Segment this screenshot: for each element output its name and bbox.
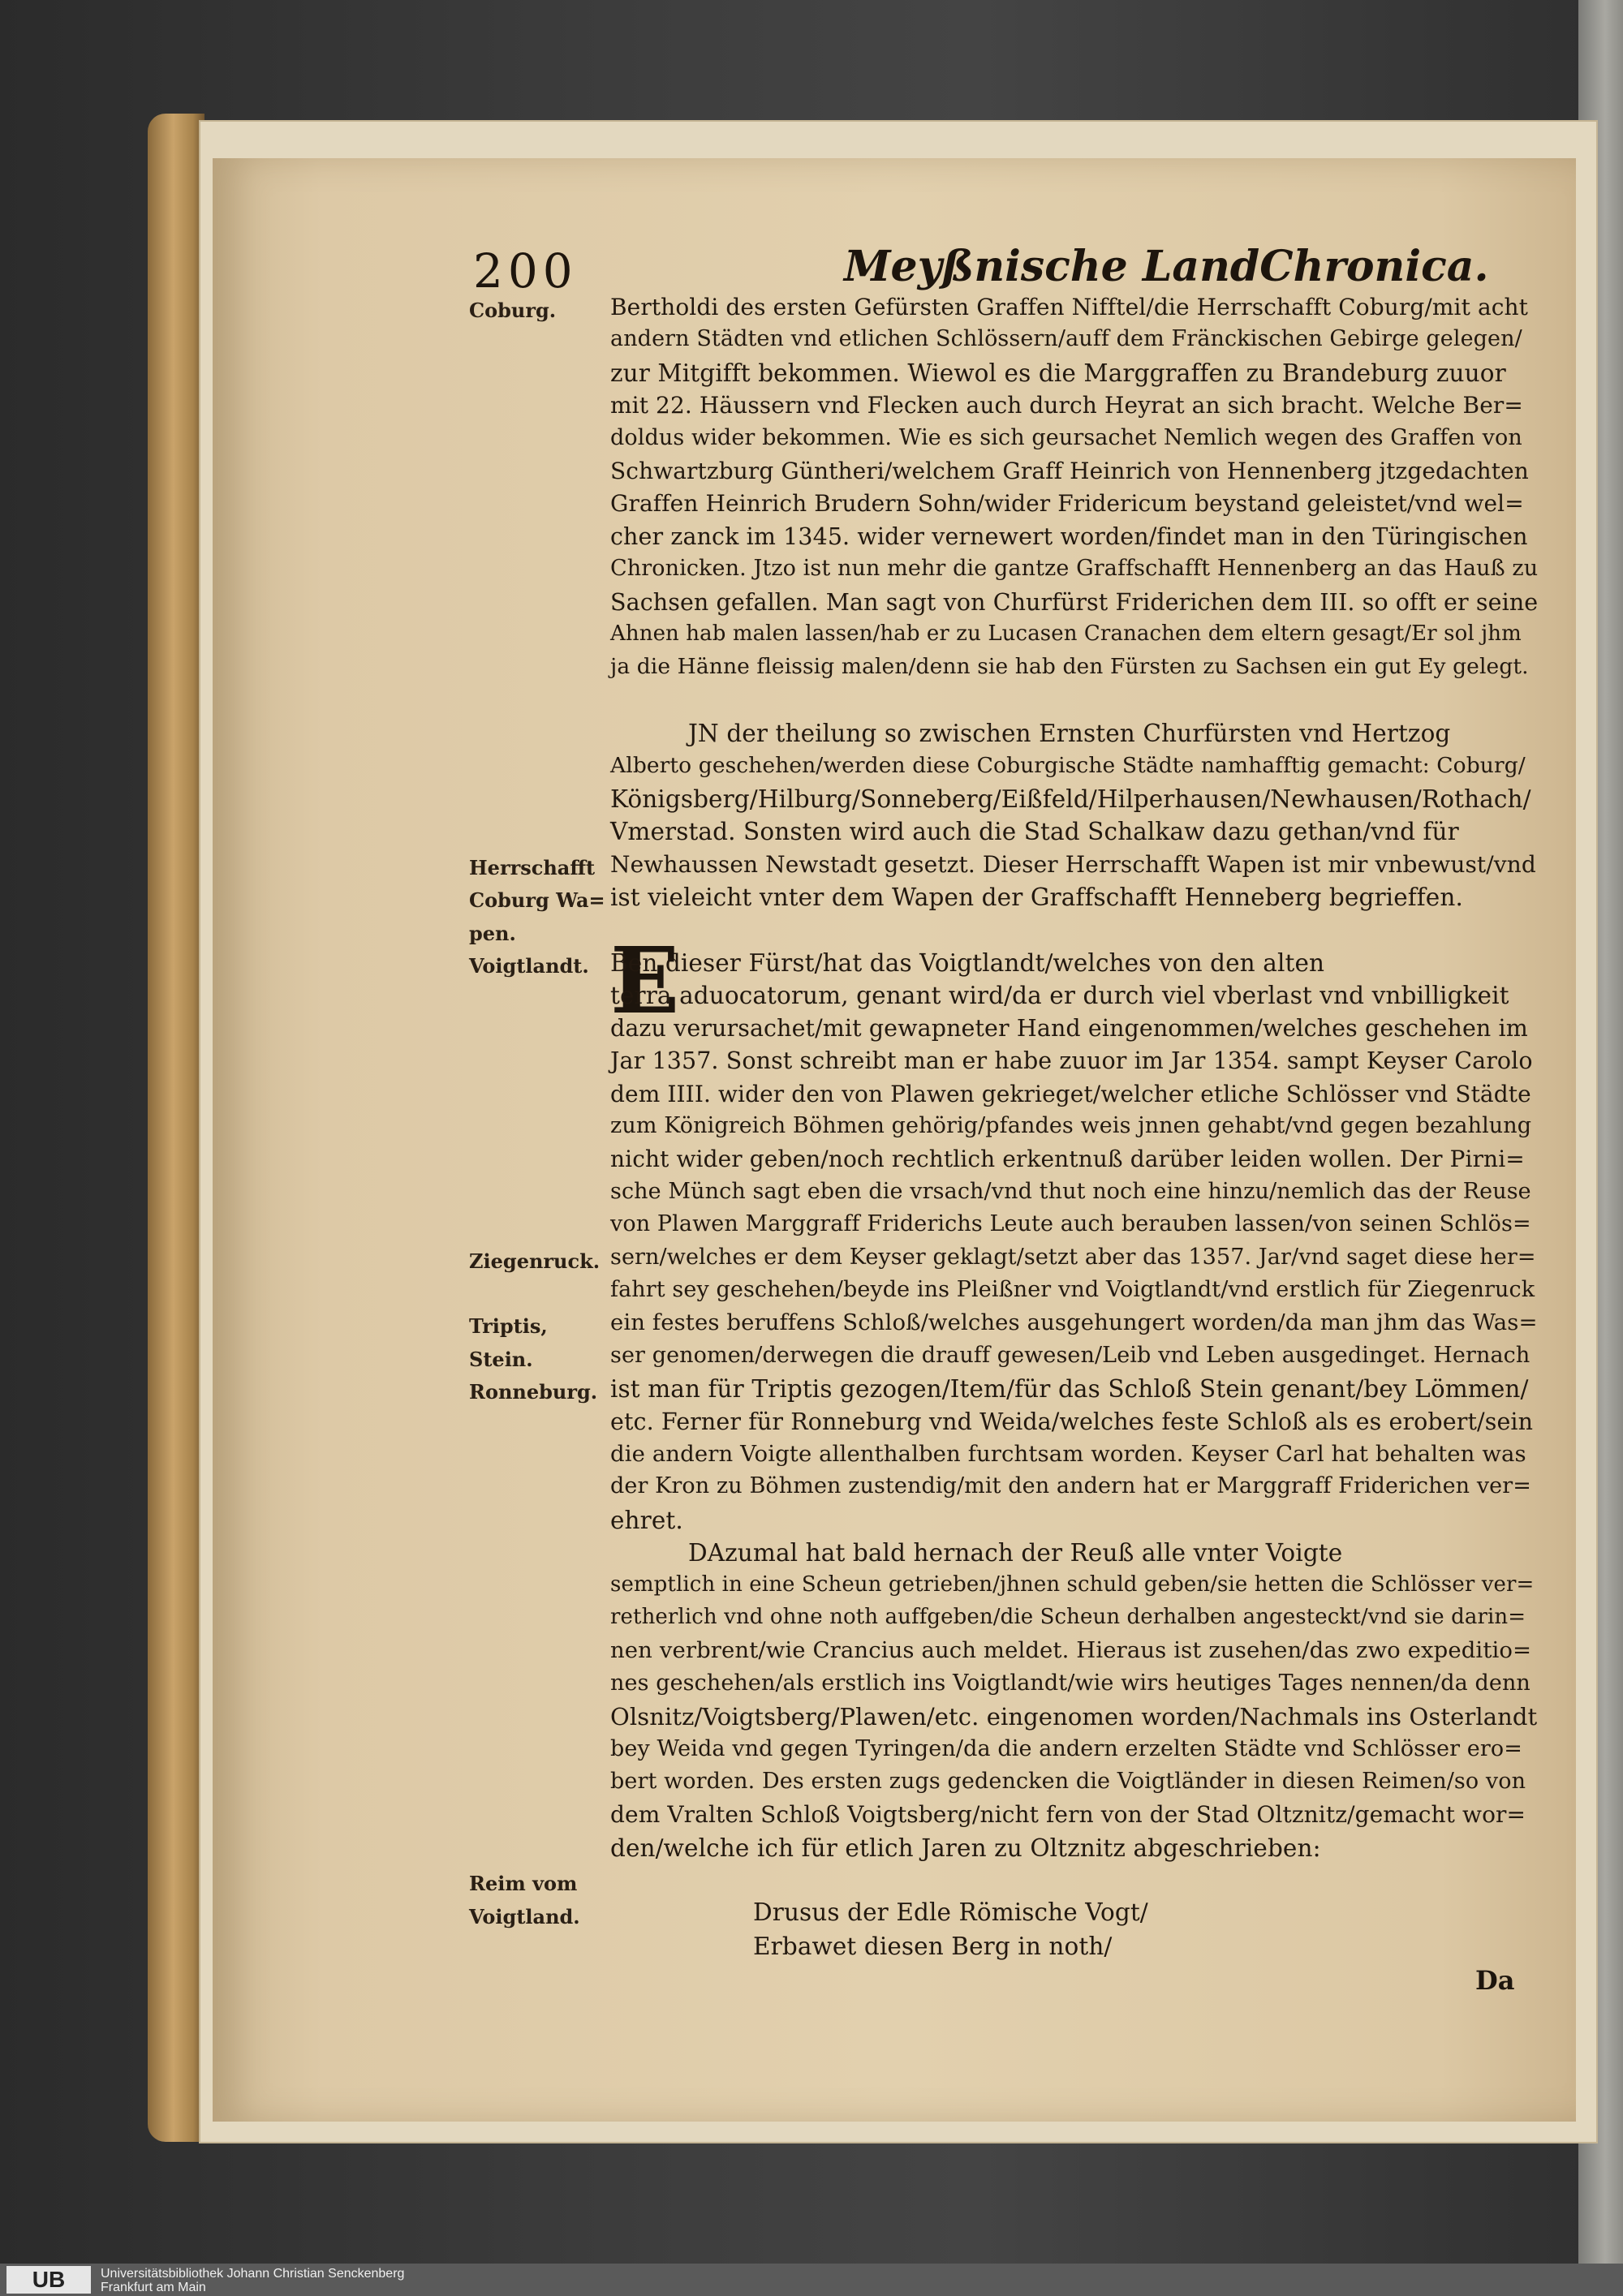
text-line: den/welche ich für etlich Jaren zu Oltznitz abgeschrieben: [610, 1834, 1321, 1862]
text-line: Chronicken. Jtzo ist nun mehr die gantze Graffschafft Hennenberg an das Hauß zu [610, 556, 1539, 582]
margin-note: Coburg Wa= [469, 888, 605, 913]
margin-note: Coburg. [469, 299, 557, 322]
verse-line: Drusus der Edle Römische Vogt/ [753, 1898, 1148, 1926]
text-line: mit 22. Häussern vnd Flecken auch durch Heyrat an sich bracht. Welche Ber= [610, 392, 1523, 419]
running-title: Meyßnische LandChronica. [844, 242, 1489, 291]
text-line: DAzumal hat bald hernach der Reuß alle vnter Voigte [688, 1539, 1343, 1567]
text-line: zur Mitgifft bekommen. Wiewol es die Marggraffen zu Brandeburg zuuor [610, 359, 1506, 387]
margin-note: Triptis, [469, 1314, 548, 1339]
text-line: dem Vralten Schloß Voigtsberg/nicht fern von der Stad Oltznitz/gemacht wor= [610, 1801, 1526, 1829]
text-line: ja die Hänne fleissig malen/denn sie hab den Fürsten zu Sachsen ein gut Ey gelegt. [610, 654, 1529, 680]
text-line: cher zanck im 1345. wider vernewert worden/findet man in den Türingischen [610, 522, 1528, 550]
margin-note: Reim vom [469, 1872, 578, 1896]
text-line: Ben dieser Fürst/hat das Voigtlandt/welches von den alten [610, 949, 1325, 977]
text-line: andern Städten vnd etlichen Schlössern/auff dem Fränckischen Gebirge gelegen/ [610, 326, 1522, 352]
text-line: Newhaussen Newstadt gesetzt. Dieser Herrschafft Wapen ist mir vnbewust/vnd [610, 850, 1536, 878]
text-line: bey Weida vnd gegen Tyringen/da die andern erzelten Städte vnd Schlösser ero= [610, 1735, 1522, 1761]
text-line: nes geschehen/als erstlich ins Voigtlandt/wie wirs heutiges Tages nennen/da denn [610, 1670, 1530, 1696]
text-line: Schwartzburg Güntheri/welchem Graff Heinrich von Hennenberg jtzgedachten [610, 458, 1529, 484]
margin-note: pen. [469, 921, 516, 945]
text-line: Sachsen gefallen. Man sagt von Churfürst Friderichen dem III. so offt er seine [610, 588, 1539, 616]
margin-note: Herrschafft [469, 855, 596, 879]
text-line: Olsnitz/Voigtsberg/Plawen/etc. eingenomen worden/Nachmals ins Osterlandt [610, 1703, 1538, 1731]
book-spine [148, 114, 204, 2142]
catchword: Da [1475, 1965, 1515, 1996]
margin-note: Stein. [469, 1347, 533, 1371]
text-line: dazu verursachet/mit gewapneter Hand eingenommen/welches geschehen im [610, 1014, 1528, 1042]
text-line: fahrt sey geschehen/beyde ins Pleißner vnd Voigtlandt/vnd erstlich für Ziegenruck [610, 1277, 1535, 1302]
text-line: zum Königreich Böhmen gehörig/pfandes weis jnnen gehabt/vnd gegen bezahlung [610, 1113, 1532, 1138]
text-line: doldus wider bekommen. Wie es sich geursachet Nemlich wegen des Graffen von [610, 424, 1522, 450]
text-line: ehret. [610, 1506, 683, 1534]
text-line: sern/welches er dem Keyser geklagt/setzt aber das 1357. Jar/vnd saget diese her= [610, 1244, 1536, 1270]
footer-credit [101, 2267, 404, 2294]
text-line: Vmerstad. Sonsten wird auch die Stad Schalkaw dazu gethan/vnd für [610, 818, 1459, 846]
text-line: terra aduocatorum, genant wird/da er durch viel vberlast vnd vnbilligkeit [610, 982, 1509, 1010]
footer-line-1: Universitätsbibliothek Johann Christian Senckenberg [101, 2267, 405, 2281]
text-line: Jar 1357. Sonst schreibt man er habe zuuor im Jar 1354. sampt Keyser Carolo [610, 1047, 1533, 1075]
text-line: JN der theilung so zwischen Ernsten Churfürsten vnd Hertzog [688, 720, 1451, 748]
text-line: ein festes beruffens Schloß/welches ausgehungert worden/da man jhm das Was= [610, 1309, 1538, 1336]
text-line: Alberto geschehen/werden diese Coburgische Städte namhafftig gemacht: Coburg/ [610, 752, 1526, 778]
text-line: ist man für Triptis gezogen/Item/für das Schloß Stein genant/bey Lömmen/ [610, 1375, 1529, 1404]
text-line: bert worden. Des ersten zugs gedencken die Voigtländer in diesen Reimen/so von [610, 1769, 1526, 1794]
page-number: 200 [473, 243, 578, 299]
text-line: etc. Ferner für Ronneburg vnd Weida/welches feste Schloß als es erobert/sein [610, 1408, 1534, 1435]
text-line: ser genomen/derwegen die drauff gewesen/Leib vnd Leben ausgedinget. Hernach [610, 1342, 1530, 1368]
text-line: der Kron zu Böhmen zustendig/mit den andern hat er Marggraff Friderichen ver= [610, 1473, 1531, 1499]
library-logo: UB [6, 2266, 91, 2294]
verse-line: Erbawet diesen Berg in noth/ [753, 1933, 1113, 1960]
text-line: Königsberg/Hilburg/Sonneberg/Eißfeld/Hilperhausen/Newhausen/Rothach/ [610, 785, 1531, 813]
drop-capital: E [610, 928, 680, 1034]
text-line: dem IIII. wider den von Plawen gekrieget/welcher etliche Schlösser vnd Städte [610, 1080, 1531, 1107]
text-line: Ahnen hab malen lassen/hab er zu Lucasen Cranachen dem eltern gesagt/Er sol jhm [610, 621, 1522, 646]
text-line: Bertholdi des ersten Gefürsten Graffen Nifftel/die Herrschafft Coburg/mit acht [610, 294, 1529, 320]
text-line: retherlich vnd ohne noth auffgeben/die Scheun derhalben angesteckt/vnd sie darin= [610, 1605, 1526, 1629]
text-line: von Plawen Marggraff Friderichs Leute auch berauben lassen/von seinen Schlös= [610, 1211, 1531, 1237]
text-line: nicht wider geben/noch rechtlich erkentnuß darüber leiden wollen. Der Pirni= [610, 1146, 1525, 1173]
margin-note: Voigtlandt. [469, 954, 589, 978]
text-line: die andern Voigte allenthalben furchtsam worden. Keyser Carl hat behalten was [610, 1441, 1526, 1467]
footer-line-2: Frankfurt am Main [101, 2281, 206, 2294]
margin-note: Ziegenruck. [469, 1249, 601, 1273]
margin-note: Voigtland. [469, 1904, 580, 1928]
text-line: nen verbrent/wie Crancius auch meldet. Hieraus ist zusehen/das zwo expeditio= [610, 1637, 1532, 1664]
text-line: ist vieleicht vnter dem Wapen der Graffschafft Henneberg begrieffen. [610, 884, 1463, 912]
text-line: semptlich in eine Scheun getrieben/jhnen schuld geben/sie hetten die Schlösser ver= [610, 1572, 1535, 1597]
text-line: Graffen Heinrich Brudern Sohn/wider Fridericum beystand geleistet/vnd wel= [610, 490, 1524, 518]
margin-note: Ronneburg. [469, 1380, 598, 1404]
text-line: sche Münch sagt eben die vrsach/vnd thut noch eine hinzu/nemlich das der Reuse [610, 1178, 1531, 1204]
